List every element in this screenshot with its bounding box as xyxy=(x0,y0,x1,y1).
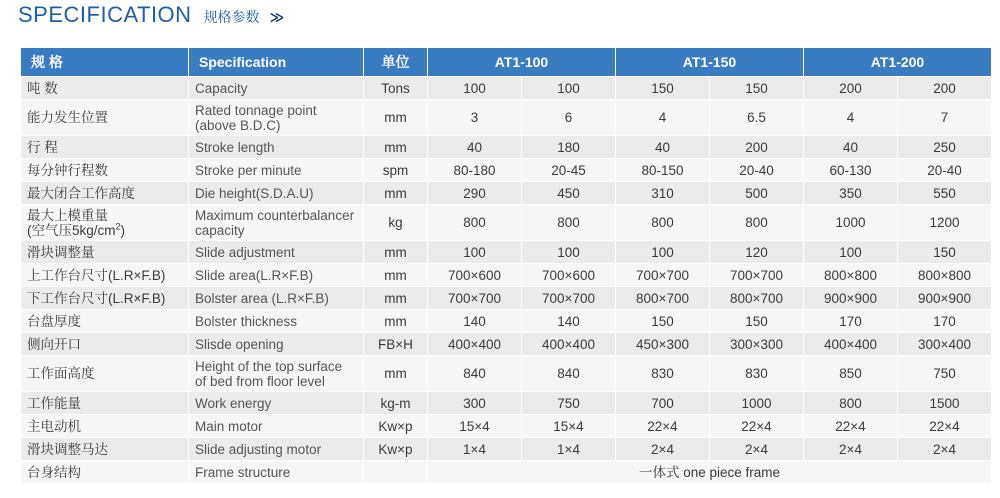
spec-label-cn: 台身结构 xyxy=(21,461,189,484)
spec-unit: mm xyxy=(364,287,428,310)
spec-label-en xyxy=(189,356,364,392)
spec-value-merged: 一体式 one piece frame xyxy=(428,461,992,484)
table-row xyxy=(21,136,992,159)
table-row xyxy=(21,333,992,356)
spec-value: 1×4 xyxy=(522,438,616,461)
spec-value: 3 xyxy=(428,100,522,136)
spec-value: 500 xyxy=(710,182,804,205)
table-row xyxy=(21,205,992,241)
spec-value: 300×300 xyxy=(710,333,804,356)
spec-label-en: Slide adjustment xyxy=(189,241,364,264)
spec-value: 15×4 xyxy=(522,415,616,438)
spec-value: 170 xyxy=(898,310,992,333)
spec-value: 40 xyxy=(428,136,522,159)
table-row xyxy=(21,287,992,310)
spec-value: 22×4 xyxy=(898,415,992,438)
table-row xyxy=(21,182,992,205)
spec-value: 4 xyxy=(804,100,898,136)
table-row xyxy=(21,159,992,182)
spec-value: 800×700 xyxy=(616,287,710,310)
spec-unit: mm xyxy=(364,182,428,205)
spec-value: 60-130 xyxy=(804,159,898,182)
spec-unit: kg xyxy=(364,205,428,241)
spec-label-cn: 上工作台尺寸(L.R×F.B) xyxy=(21,264,189,287)
table-row xyxy=(21,392,992,415)
spec-label-en-line: of bed from floor level xyxy=(195,373,325,389)
spec-value: 840 xyxy=(522,356,616,392)
spec-value: 120 xyxy=(710,241,804,264)
header-cn: 规 格 xyxy=(21,48,189,77)
spec-value: 750 xyxy=(898,356,992,392)
spec-label-en: Bolster area (L.R×F.B) xyxy=(189,287,364,310)
spec-value: 830 xyxy=(616,356,710,392)
spec-value: 700 xyxy=(616,392,710,415)
spec-label-en-line: capacity xyxy=(195,222,245,238)
spec-value: 800×800 xyxy=(804,264,898,287)
spec-unit: mm xyxy=(364,310,428,333)
spec-value: 900×900 xyxy=(804,287,898,310)
spec-label-cn: 工作面高度 xyxy=(21,356,189,392)
table-row xyxy=(21,461,992,484)
spec-value: 150 xyxy=(898,241,992,264)
spec-value: 40 xyxy=(804,136,898,159)
spec-value: 20-40 xyxy=(898,159,992,182)
spec-label-cn: 最大闭合工作高度 xyxy=(21,182,189,205)
spec-value: 22×4 xyxy=(616,415,710,438)
spec-unit: spm xyxy=(364,159,428,182)
spec-label-en-line: Height of the top surface xyxy=(195,358,343,374)
spec-value: 450 xyxy=(522,182,616,205)
spec-label-en: Slide adjusting motor xyxy=(189,438,364,461)
spec-label-cn-line xyxy=(27,223,184,238)
spec-label-en: Bolster thickness xyxy=(189,310,364,333)
spec-value: 150 xyxy=(616,310,710,333)
spec-label-cn: 吨 数 xyxy=(21,77,189,100)
page-title: SPECIFICATION xyxy=(18,2,192,27)
spec-label-en-line: (above B.D.C) xyxy=(195,117,281,133)
spec-unit: Tons xyxy=(364,77,428,100)
spec-value: 700×700 xyxy=(522,287,616,310)
spec-label-cn: 能力发生位置 xyxy=(21,100,189,136)
spec-label-cn: 主电动机 xyxy=(21,415,189,438)
table-row xyxy=(21,310,992,333)
spec-value: 800×800 xyxy=(898,264,992,287)
spec-value: 840 xyxy=(428,356,522,392)
spec-unit: Kw×p xyxy=(364,415,428,438)
spec-unit: mm xyxy=(364,264,428,287)
spec-value: 400×400 xyxy=(428,333,522,356)
spec-value: 200 xyxy=(710,136,804,159)
header-model: AT1-150 xyxy=(616,48,804,77)
spec-label-en: Frame structure xyxy=(189,461,364,484)
header-en: Specification xyxy=(189,48,364,77)
spec-label-cn: 工作能量 xyxy=(21,392,189,415)
spec-value: 450×300 xyxy=(616,333,710,356)
spec-value: 350 xyxy=(804,182,898,205)
spec-value: 6.5 xyxy=(710,100,804,136)
spec-value: 290 xyxy=(428,182,522,205)
spec-unit xyxy=(364,461,428,484)
spec-label-en xyxy=(189,100,364,136)
header-model: AT1-200 xyxy=(804,48,992,77)
spec-value: 170 xyxy=(804,310,898,333)
spec-label-cn: 侧向开口 xyxy=(21,333,189,356)
spec-value: 20-40 xyxy=(710,159,804,182)
spec-value: 40 xyxy=(616,136,710,159)
spec-value: 22×4 xyxy=(804,415,898,438)
spec-value: 1×4 xyxy=(428,438,522,461)
spec-value: 150 xyxy=(710,310,804,333)
spec-value: 300×400 xyxy=(898,333,992,356)
spec-value: 200 xyxy=(898,77,992,100)
spec-label-en xyxy=(189,205,364,241)
table-row xyxy=(21,77,992,100)
spec-value: 800 xyxy=(428,205,522,241)
spec-value: 400×400 xyxy=(804,333,898,356)
spec-value: 140 xyxy=(428,310,522,333)
spec-label-en-line: Rated tonnage point xyxy=(195,102,317,118)
spec-value: 15×4 xyxy=(428,415,522,438)
spec-label-en: Stroke per minute xyxy=(189,159,364,182)
spec-label-cn-sup: 2 xyxy=(115,221,121,231)
spec-value: 22×4 xyxy=(710,415,804,438)
spec-value: 750 xyxy=(522,392,616,415)
spec-value: 700×700 xyxy=(616,264,710,287)
spec-value: 100 xyxy=(428,77,522,100)
spec-value: 830 xyxy=(710,356,804,392)
spec-value: 80-180 xyxy=(428,159,522,182)
spec-unit: mm xyxy=(364,100,428,136)
specification-table xyxy=(20,47,992,484)
spec-label-cn: 下工作台尺寸(L.R×F.B) xyxy=(21,287,189,310)
spec-label-en: Stroke length xyxy=(189,136,364,159)
spec-value: 20-45 xyxy=(522,159,616,182)
spec-label-cn: 滑块调整马达 xyxy=(21,438,189,461)
spec-label-cn: 台盘厚度 xyxy=(21,310,189,333)
double-chevron-right-icon: ≫ xyxy=(269,9,282,25)
spec-label-en-line: Maximum counterbalancer xyxy=(195,207,355,223)
spec-label-en: Die height(S.D.A.U) xyxy=(189,182,364,205)
table-row xyxy=(21,415,992,438)
spec-label-en: Slide area(L.R×F.B) xyxy=(189,264,364,287)
spec-value: 150 xyxy=(710,77,804,100)
spec-unit: kg-m xyxy=(364,392,428,415)
spec-value: 4 xyxy=(616,100,710,136)
spec-value: 2×4 xyxy=(710,438,804,461)
table-row xyxy=(21,356,992,392)
spec-label-cn xyxy=(21,205,189,241)
spec-value: 80-150 xyxy=(616,159,710,182)
table-header-row xyxy=(21,48,992,77)
spec-value: 1500 xyxy=(898,392,992,415)
spec-value: 800 xyxy=(710,205,804,241)
spec-value: 180 xyxy=(522,136,616,159)
spec-value: 100 xyxy=(804,241,898,264)
spec-label-en: Slisde opening xyxy=(189,333,364,356)
spec-value: 2×4 xyxy=(616,438,710,461)
spec-label-cn: 行 程 xyxy=(21,136,189,159)
spec-label-cn-line: 最大上模重量 xyxy=(27,207,108,223)
table-row xyxy=(21,100,992,136)
spec-unit: mm xyxy=(364,136,428,159)
spec-value: 700×600 xyxy=(428,264,522,287)
spec-label-cn: 滑块调整量 xyxy=(21,241,189,264)
spec-value: 100 xyxy=(616,241,710,264)
page-header xyxy=(18,2,281,32)
spec-label-en: Work energy xyxy=(189,392,364,415)
spec-value: 2×4 xyxy=(804,438,898,461)
spec-value: 850 xyxy=(804,356,898,392)
page-subtitle: 规格参数 xyxy=(203,9,260,25)
spec-value: 2×4 xyxy=(898,438,992,461)
spec-value: 1000 xyxy=(710,392,804,415)
spec-label-cn-part: (空气压5kg/cm xyxy=(27,222,116,238)
spec-unit: mm xyxy=(364,356,428,392)
spec-value: 7 xyxy=(898,100,992,136)
spec-value: 700×700 xyxy=(710,264,804,287)
spec-value: 400×400 xyxy=(522,333,616,356)
spec-unit: mm xyxy=(364,241,428,264)
spec-value: 100 xyxy=(428,241,522,264)
table-row xyxy=(21,438,992,461)
spec-value: 800 xyxy=(804,392,898,415)
spec-label-cn-part: ) xyxy=(120,222,126,238)
spec-value: 550 xyxy=(898,182,992,205)
spec-value: 1000 xyxy=(804,205,898,241)
spec-value: 900×900 xyxy=(898,287,992,310)
spec-value: 700×600 xyxy=(522,264,616,287)
spec-value: 100 xyxy=(522,241,616,264)
spec-value: 6 xyxy=(522,100,616,136)
spec-label-en: Capacity xyxy=(189,77,364,100)
spec-value: 800×700 xyxy=(710,287,804,310)
spec-label-en: Main motor xyxy=(189,415,364,438)
spec-unit: Kw×p xyxy=(364,438,428,461)
spec-value: 100 xyxy=(522,77,616,100)
spec-value: 140 xyxy=(522,310,616,333)
spec-label-cn: 每分钟行程数 xyxy=(21,159,189,182)
spec-unit: FB×H xyxy=(364,333,428,356)
spec-value: 310 xyxy=(616,182,710,205)
table-row xyxy=(21,264,992,287)
spec-value: 800 xyxy=(616,205,710,241)
table-row xyxy=(21,241,992,264)
spec-value: 1200 xyxy=(898,205,992,241)
spec-value: 300 xyxy=(428,392,522,415)
header-unit: 单位 xyxy=(364,48,428,77)
spec-value: 250 xyxy=(898,136,992,159)
spec-value: 800 xyxy=(522,205,616,241)
header-model: AT1-100 xyxy=(428,48,616,77)
spec-value: 150 xyxy=(616,77,710,100)
spec-value: 200 xyxy=(804,77,898,100)
spec-value: 700×700 xyxy=(428,287,522,310)
